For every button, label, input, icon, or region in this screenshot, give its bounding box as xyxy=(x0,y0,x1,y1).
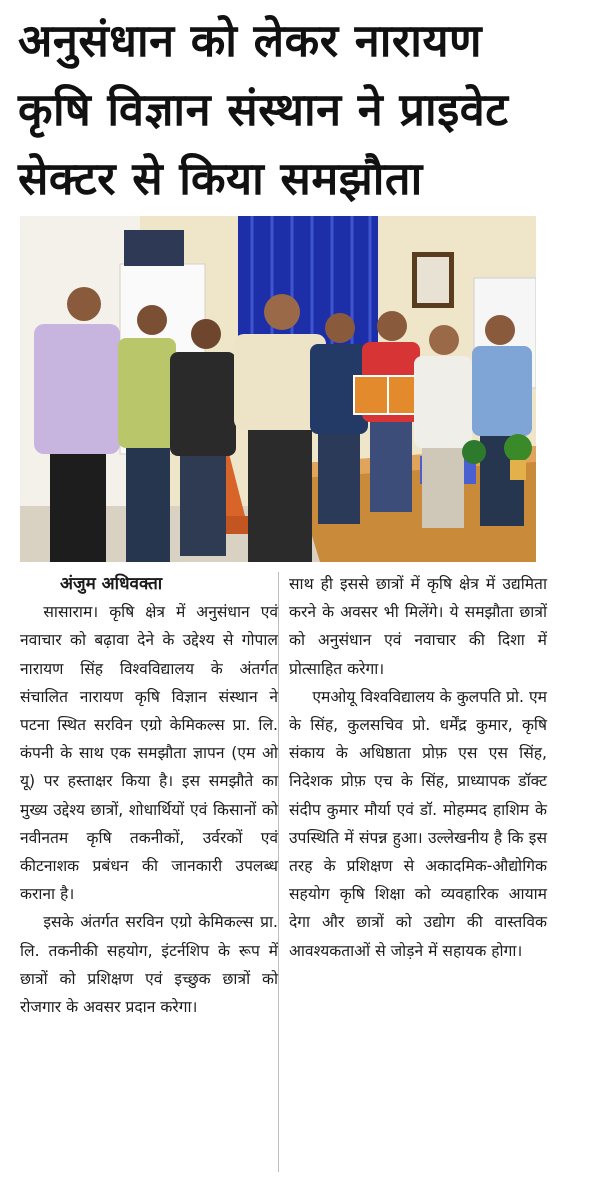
article-paragraph-4: एमओयू विश्वविद्यालय के कुलपति प्रो. एम के सिंह, कुलसचिव प्रो. धर्मेंद्र कुमार, कृषि संकाय के अधिष्ठाता प्रोफ़ एस एस सिंह, निदेशक प्रोफ़ एच के सिंह, प्राध्यापक डॉक्ट संदीप कुमार मौर्या एवं डॉ. मोहम्मद हाशिम के उपस्थिति में संपन्न हुआ। उल्लेखनीय है कि इस तरह के प्रशिक्षण से अकादमिक-औद्योगिक सहयोग कृषि शिक्षा को व्यवहारिक आयाम देगा और छात्रों को उद्योग की वास्तविक आवश्यकताओं से जोड़ने में सहायक होगा। xyxy=(289,687,547,960)
headline-line-1: अनुसंधान को लेकर नारायण xyxy=(18,14,483,67)
article-column-right xyxy=(289,570,547,965)
photo-frame-left xyxy=(124,230,184,266)
byline: अंजुम अधिवक्ता xyxy=(60,574,163,594)
article-paragraph-2: इसके अंतर्गत सरविन एग्रो केमिकल्स प्रा. लि. तकनीकी सहयोग, इंटर्नशिप के रूप में छात्रों को प्रशिक्षण एवं इच्छुक छात्रों को रोजगार के अवसर प्रदान करेगा। xyxy=(20,913,278,1017)
headline-line-3: सेक्टर से किया समझौता xyxy=(18,152,423,205)
headline-line-2: कृषि विज्ञान संस्थान ने प्राइवेट xyxy=(18,83,509,136)
photo-portrait xyxy=(417,257,449,303)
headline xyxy=(18,6,588,213)
article-column-left xyxy=(20,570,278,1021)
article-paragraph-3: साथ ही इससे छात्रों में कृषि क्षेत्र में उद्यमिता करने के अवसर भी मिलेंगे। ये समझौता छात्रों को अनुसंधान एवं नवाचार की दिशा में प्रोत्साहित करेगा। xyxy=(289,575,547,678)
photo-illustration xyxy=(20,216,536,562)
news-photo xyxy=(20,216,536,562)
column-divider xyxy=(278,572,279,1172)
article-paragraph-1: सासाराम। कृषि क्षेत्र में अनुसंधान एवं नवाचार को बढ़ावा देने के उद्देश्य से गोपाल नारायण सिंह विश्वविद्यालय के अंतर्गत संचालित नारायण कृषि विज्ञान संस्थान ने पटना स्थित सरविन एग्रो केमिकल्स प्रा. लि. कंपनी के साथ एक समझौता ज्ञापन (एम ओ यू) पर हस्ताक्षर किया है। इस समझौते का मुख्य उद्देश्य छात्रों, शोधार्थियों एवं किसानों को नवीनतम कृषि तकनीकों, उर्वरकों एवं कीटनाशक प्रबंधन की जानकारी उपलब्ध कराना है। xyxy=(20,603,278,904)
